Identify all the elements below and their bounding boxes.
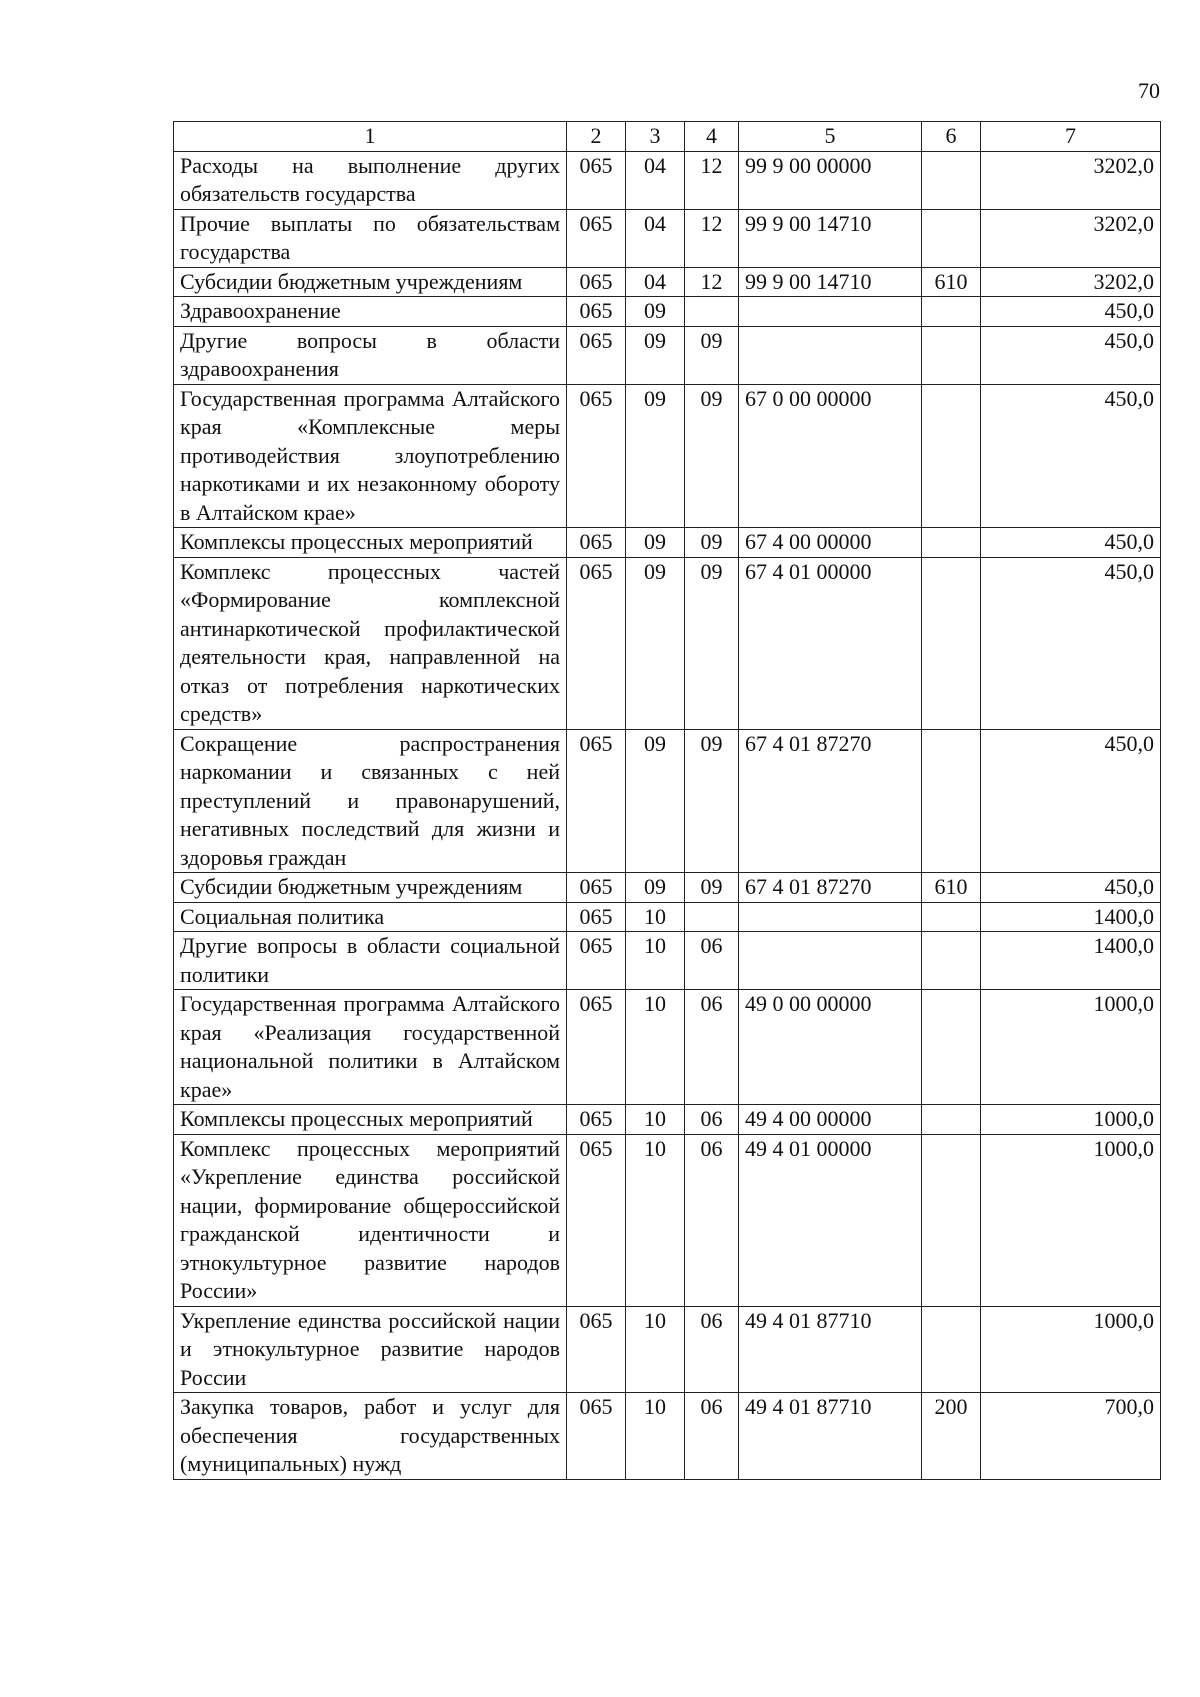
table-row (174, 528, 1161, 558)
section-code: 09 (626, 384, 685, 528)
subsection-code (685, 902, 739, 932)
amount: 1000,0 (981, 990, 1161, 1105)
amount: 450,0 (981, 528, 1161, 558)
item-name: Субсидии бюджетным учреждениям (174, 873, 567, 903)
admin-code: 065 (567, 528, 626, 558)
budget-table (173, 121, 1161, 1480)
amount: 3202,0 (981, 151, 1161, 209)
admin-code: 065 (567, 209, 626, 267)
amount: 1000,0 (981, 1134, 1161, 1306)
header-col-3: 3 (626, 122, 685, 152)
subsection-code: 09 (685, 384, 739, 528)
admin-code: 065 (567, 990, 626, 1105)
item-name: Другие вопросы в области здравоохранения (174, 326, 567, 384)
target-article-code: 67 4 01 87270 (739, 873, 922, 903)
admin-code: 065 (567, 932, 626, 990)
header-col-5: 5 (739, 122, 922, 152)
item-name: Комплексы процессных мероприятий (174, 1105, 567, 1135)
subsection-code: 09 (685, 873, 739, 903)
target-article-code (739, 297, 922, 327)
item-name: Государственная программа Алтайского края «Комплексные меры противодействия злоупотреблению наркотиками и их незаконному обороту в Алтайском крае» (174, 384, 567, 528)
admin-code: 065 (567, 267, 626, 297)
header-col-2: 2 (567, 122, 626, 152)
expense-type-code: 610 (922, 267, 981, 297)
subsection-code: 09 (685, 528, 739, 558)
table-row (174, 873, 1161, 903)
page-number: 70 (1138, 78, 1160, 103)
amount: 450,0 (981, 297, 1161, 327)
table-row (174, 902, 1161, 932)
subsection-code: 06 (685, 990, 739, 1105)
amount: 1400,0 (981, 902, 1161, 932)
subsection-code: 06 (685, 932, 739, 990)
section-code: 09 (626, 297, 685, 327)
table-row (174, 1306, 1161, 1393)
item-name: Комплекс процессных частей «Формирование комплексной антинаркотической профилактической деятельности края, направленной на отказ от потребления наркотических средств» (174, 557, 567, 729)
target-article-code: 67 4 00 00000 (739, 528, 922, 558)
header-col-7: 7 (981, 122, 1161, 152)
expense-type-code (922, 932, 981, 990)
section-code: 10 (626, 1134, 685, 1306)
amount: 3202,0 (981, 209, 1161, 267)
section-code: 09 (626, 873, 685, 903)
admin-code: 065 (567, 1134, 626, 1306)
amount: 700,0 (981, 1393, 1161, 1480)
subsection-code: 12 (685, 151, 739, 209)
target-article-code: 49 4 01 87710 (739, 1393, 922, 1480)
expense-type-code: 610 (922, 873, 981, 903)
item-name: Закупка товаров, работ и услуг для обеспечения государственных (муниципальных) нужд (174, 1393, 567, 1480)
admin-code: 065 (567, 384, 626, 528)
expense-type-code (922, 729, 981, 873)
target-article-code: 67 4 01 87270 (739, 729, 922, 873)
item-name: Субсидии бюджетным учреждениям (174, 267, 567, 297)
subsection-code: 06 (685, 1393, 739, 1480)
table-row (174, 990, 1161, 1105)
subsection-code: 12 (685, 267, 739, 297)
amount: 450,0 (981, 384, 1161, 528)
admin-code: 065 (567, 1306, 626, 1393)
admin-code: 065 (567, 1393, 626, 1480)
expense-type-code (922, 384, 981, 528)
section-code: 09 (626, 557, 685, 729)
expense-type-code (922, 1306, 981, 1393)
section-code: 09 (626, 729, 685, 873)
item-name: Сокращение распространения наркомании и связанных с ней преступлений и правонарушений, негативных последствий для жизни и здоровья граждан (174, 729, 567, 873)
section-code: 10 (626, 1306, 685, 1393)
section-code: 10 (626, 990, 685, 1105)
table-row (174, 267, 1161, 297)
expense-type-code (922, 209, 981, 267)
item-name: Укрепление единства российской нации и этнокультурное развитие народов России (174, 1306, 567, 1393)
subsection-code: 09 (685, 557, 739, 729)
amount: 450,0 (981, 729, 1161, 873)
table-row (174, 209, 1161, 267)
table-row (174, 1393, 1161, 1480)
amount: 450,0 (981, 873, 1161, 903)
amount: 450,0 (981, 326, 1161, 384)
target-article-code: 49 4 00 00000 (739, 1105, 922, 1135)
admin-code: 065 (567, 873, 626, 903)
table-row (174, 932, 1161, 990)
target-article-code: 99 9 00 00000 (739, 151, 922, 209)
admin-code: 065 (567, 729, 626, 873)
subsection-code: 06 (685, 1105, 739, 1135)
amount: 450,0 (981, 557, 1161, 729)
item-name: Расходы на выполнение других обязательств государства (174, 151, 567, 209)
section-code: 10 (626, 1105, 685, 1135)
table-row (174, 557, 1161, 729)
section-code: 10 (626, 932, 685, 990)
header-col-6: 6 (922, 122, 981, 152)
target-article-code: 99 9 00 14710 (739, 267, 922, 297)
amount: 1400,0 (981, 932, 1161, 990)
table-row (174, 151, 1161, 209)
admin-code: 065 (567, 557, 626, 729)
expense-type-code (922, 1134, 981, 1306)
admin-code: 065 (567, 297, 626, 327)
section-code: 04 (626, 267, 685, 297)
amount: 1000,0 (981, 1105, 1161, 1135)
subsection-code: 12 (685, 209, 739, 267)
subsection-code: 09 (685, 326, 739, 384)
item-name: Здравоохранение (174, 297, 567, 327)
section-code: 04 (626, 151, 685, 209)
expense-type-code (922, 990, 981, 1105)
target-article-code: 99 9 00 14710 (739, 209, 922, 267)
table-row (174, 1105, 1161, 1135)
table-row (174, 729, 1161, 873)
section-code: 04 (626, 209, 685, 267)
item-name: Комплексы процессных мероприятий (174, 528, 567, 558)
subsection-code: 06 (685, 1306, 739, 1393)
target-article-code (739, 326, 922, 384)
expense-type-code (922, 151, 981, 209)
target-article-code: 49 0 00 00000 (739, 990, 922, 1105)
amount: 1000,0 (981, 1306, 1161, 1393)
section-code: 09 (626, 528, 685, 558)
expense-type-code (922, 557, 981, 729)
admin-code: 065 (567, 151, 626, 209)
target-article-code (739, 902, 922, 932)
expense-type-code (922, 528, 981, 558)
target-article-code: 49 4 01 00000 (739, 1134, 922, 1306)
header-col-4: 4 (685, 122, 739, 152)
item-name: Прочие выплаты по обязательствам государства (174, 209, 567, 267)
target-article-code: 49 4 01 87710 (739, 1306, 922, 1393)
item-name: Социальная политика (174, 902, 567, 932)
expense-type-code (922, 326, 981, 384)
section-code: 09 (626, 326, 685, 384)
item-name: Государственная программа Алтайского края «Реализация государственной национальной политики в Алтайском крае» (174, 990, 567, 1105)
target-article-code (739, 932, 922, 990)
target-article-code: 67 4 01 00000 (739, 557, 922, 729)
admin-code: 065 (567, 326, 626, 384)
admin-code: 065 (567, 902, 626, 932)
subsection-code (685, 297, 739, 327)
section-code: 10 (626, 1393, 685, 1480)
expense-type-code (922, 1105, 981, 1135)
table-row (174, 297, 1161, 327)
subsection-code: 09 (685, 729, 739, 873)
header-row (174, 122, 1161, 152)
header-col-1: 1 (174, 122, 567, 152)
section-code: 10 (626, 902, 685, 932)
amount: 3202,0 (981, 267, 1161, 297)
subsection-code: 06 (685, 1134, 739, 1306)
expense-type-code (922, 902, 981, 932)
table-row (174, 1134, 1161, 1306)
expense-type-code: 200 (922, 1393, 981, 1480)
table-row (174, 384, 1161, 528)
admin-code: 065 (567, 1105, 626, 1135)
expense-type-code (922, 297, 981, 327)
table-row (174, 326, 1161, 384)
item-name: Другие вопросы в области социальной политики (174, 932, 567, 990)
target-article-code: 67 0 00 00000 (739, 384, 922, 528)
item-name: Комплекс процессных мероприятий «Укрепление единства российской нации, формирование общероссийской гражданской идентичности и этнокультурное развитие народов России» (174, 1134, 567, 1306)
